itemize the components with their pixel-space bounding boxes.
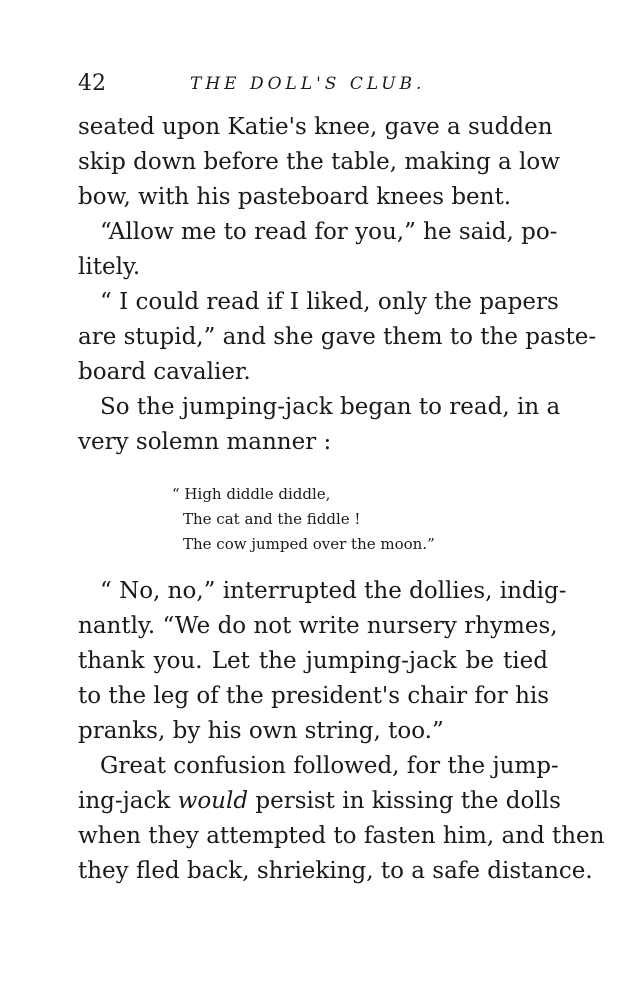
text-line: thank you. Let the jumping-jack be tied <box>78 648 548 674</box>
page-number: 42 <box>78 71 106 96</box>
text-segment: persist in kissing the dolls <box>248 788 561 814</box>
running-title: THE DOLL'S CLUB. <box>190 74 426 94</box>
text-line: Great confusion followed, for the jump- <box>100 753 559 779</box>
text-line: nantly. “We do not write nursery rhymes, <box>78 613 558 639</box>
poem-line: The cow jumped over the moon.” <box>183 535 435 553</box>
italic-word: would <box>177 788 249 814</box>
text-line: to the leg of the president's chair for his <box>78 683 550 709</box>
text-line: skip down before the table, making a low <box>78 149 560 175</box>
text-line: very solemn manner : <box>78 429 332 455</box>
text-line: board cavalier. <box>78 359 251 385</box>
body-text-upper <box>78 110 597 460</box>
text-line: bow, with his pasteboard knees bent. <box>78 184 512 210</box>
poem-line: “ High diddle diddle, <box>172 485 331 503</box>
text-line: when they attempted to fasten him, and then <box>78 823 605 849</box>
page-header <box>78 68 546 100</box>
text-line: litely. <box>78 254 141 280</box>
text-line: “Allow me to read for you,” he said, po- <box>100 219 558 245</box>
poem-line: The cat and the fiddle ! <box>183 510 361 528</box>
text-line-with-italic <box>78 784 561 819</box>
text-line: are stupid,” and she gave them to the paste- <box>78 324 597 350</box>
text-line: So the jumping-jack began to read, in a <box>100 394 561 420</box>
text-line: seated upon Katie's knee, gave a sudden <box>78 114 553 140</box>
text-line: “ No, no,” interrupted the dollies, indig- <box>100 578 567 604</box>
text-line: “ I could read if I liked, only the papers <box>100 289 559 315</box>
text-line: pranks, by his own string, too.” <box>78 718 444 744</box>
text-segment: ing-jack <box>78 788 178 814</box>
body-text-lower <box>78 574 605 889</box>
text-line: they fled back, shrieking, to a safe distance. <box>78 858 593 884</box>
poem-block <box>172 482 435 557</box>
